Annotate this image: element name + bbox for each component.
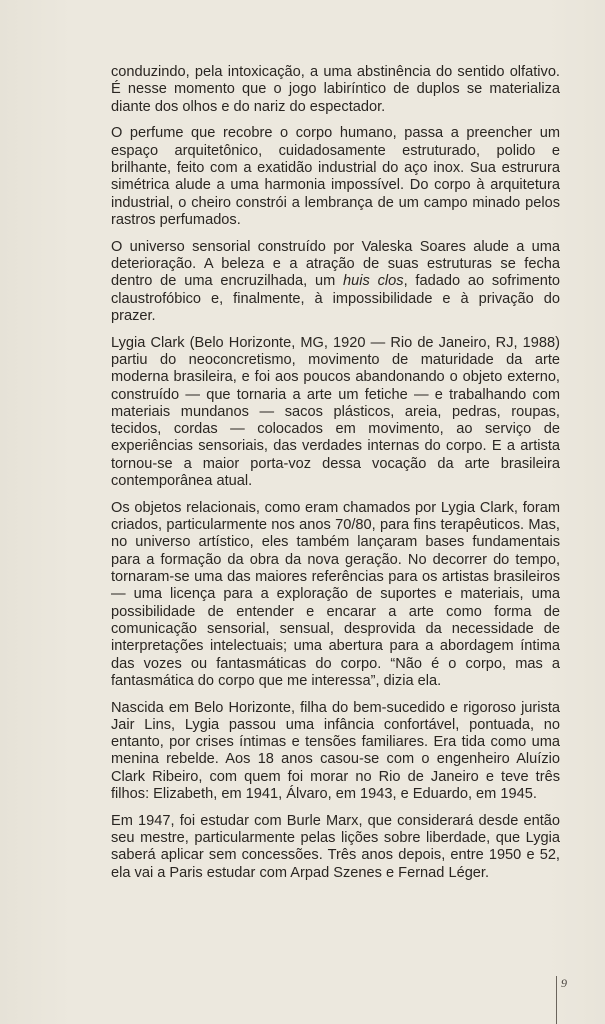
paragraph-7: Em 1947, foi estudar com Burle Marx, que considerará desde então seu mestre, particularmente pelas lições sobre liberdade, que Lygia saberá aplicar sem concessões. Três anos depois, entre 1950 e 52, ela vai a Paris estudar com Arpad Szenes e Fernad Léger. [111,812,560,881]
paragraph-3-text-before: O universo sensorial construído por Valeska Soares alude a uma deterioração. A beleza e a atração de suas estruturas se fecha dentro de uma encruzilhada, um [111,238,560,290]
page-number: 9 [561,976,567,990]
paragraph-3 [111,239,560,325]
body-text [111,64,560,892]
italic-term: huis clos [343,273,404,290]
paragraph-2: O perfume que recobre o corpo humano, passa a preencher um espaço arquitetônico, cuidadosamente estruturado, polido e brilhante, feito com a exatidão industrial do aço inox. Sua estrurura simétrica alude a uma harmonia impossível. Do corpo à arquitetura industrial, o cheiro constrói a lembrança de um campo minado pelos rastros perfumados. [111,125,560,228]
paragraph-4: Lygia Clark (Belo Horizonte, MG, 1920 — Rio de Janeiro, RJ, 1988) partiu do neoconcretismo, movimento de maturidade da arte moderna brasileira, e foi aos poucos abandonando o objeto externo, construído — que tornaria a arte um fetiche — e trabalhando com materiais mundanos — sacos plásticos, areia, pedras, roupas, tecidos, cordas — colocados em movimento, ao serviço de experiências sensoriais, das verdades internas do corpo. E a artista tornou-se a maior porta-voz dessa vocação da arte brasileira contemporânea atual. [111,334,560,490]
paragraph-5: Os objetos relacionais, como eram chamados por Lygia Clark, foram criados, particularmente nos anos 70/80, para fins terapêuticos. Mas, no universo artístico, eles também lançaram bases fundamentais para a formação da obra da nova geração. No decorrer do tempo, tornaram-se uma das maiores referências para os artistas brasileiros — uma licença para a exploração de suportes e materiais, uma possibilidade de entender e encarar a arte como forma de comunicação sensorial, sensual, desprovida da necessidade de interpretações intelectuais; uma abertura para a abordagem íntima das vozes ou fantasmáticas do corpo. “Não é o corpo, mas a fantasmática do corpo que me interessa”, dizia ela. [111,499,560,689]
paragraph-6: Nascida em Belo Horizonte, filha do bem-sucedido e rigoroso jurista Jair Lins, Lygia passou uma infância confortável, pontuada, no entanto, por crises íntimas e tensões familiares. Era tida como uma menina rebelde. Aos 18 anos casou-se com o engenheiro Aluízio Clark Ribeiro, com quem foi morar no Rio de Janeiro e teve três filhos: Elizabeth, em 1941, Álvaro, em 1943, e Eduardo, em 1945. [111,699,560,803]
paragraph-1: conduzindo, pela intoxicação, a uma abstinência do sentido olfativo. É nesse momento que o jogo labiríntico de duplos se materializa diante dos olhos e do nariz do espectador. [111,64,560,115]
paragraph-3-text-after: , fadado ao sofrimento claustrofóbico e, finalmente, à impossibilidade e à privação do prazer. [111,273,561,324]
folio-divider [556,976,557,1024]
